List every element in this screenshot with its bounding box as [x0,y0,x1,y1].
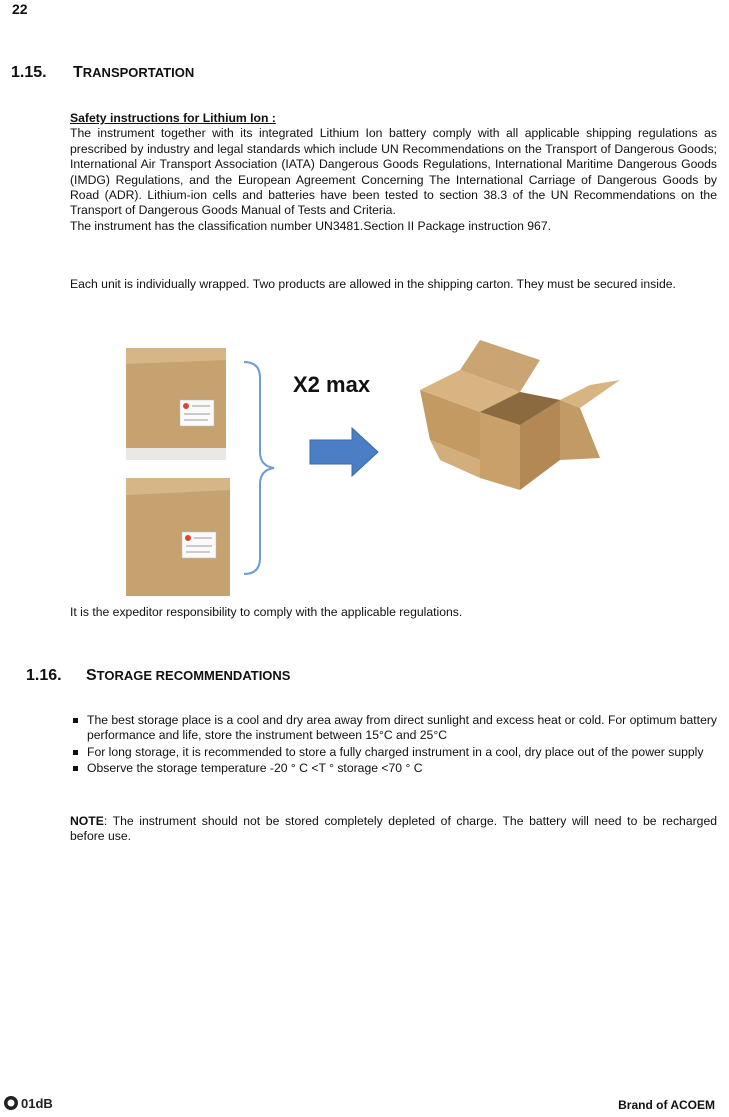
section-title-rest: RANSPORTATION [82,65,195,80]
boxed-unit-photo-bottom [126,478,230,596]
bullet-icon [73,718,78,723]
packing-illustration [120,330,630,598]
logo-mark-icon [3,1094,63,1112]
list-item: Observe the storage temperature -20 ° C <T ° storage <70 ° C [70,761,717,776]
classification-paragraph: The instrument has the classification number UN3481.Section II Package instruction 967. [70,218,551,233]
boxed-unit-photo-top [126,348,226,460]
section-title-rest: TORAGE RECOMMENDATIONS [96,668,291,683]
grouping-bracket [244,362,274,574]
section-number: 1.15. [11,64,47,81]
packing-figure [120,330,630,598]
safety-block [70,111,717,234]
arrow-right-icon [310,428,378,476]
list-item: The best storage place is a cool and dry area away from direct sunlight and excess heat or cold. For optimum battery performance and life, store the instrument between 15°C and 25°C [70,713,717,744]
section-number: 1.16. [26,667,62,684]
storage-bullet-list [70,713,717,778]
note-text: : The instrument should not be stored completely depleted of charge. The battery will need to be recharged before use. [70,814,717,844]
section-title-initial: S [86,667,97,684]
note-label: NOTE [70,814,104,828]
logo-text: 01dB [21,1096,53,1111]
packing-paragraph: Each unit is individually wrapped. Two products are allowed in the shipping carton. They must be secured inside. [70,277,676,291]
page-number: 22 [12,1,28,17]
bullet-icon [73,750,78,755]
company-logo [3,1094,63,1117]
section-heading-transportation [11,64,194,82]
max-count-label: X2 max [293,372,371,397]
safety-paragraph: The instrument together with its integrated Lithium Ion battery comply with all applicable shipping regulations as prescribed by industry and legal standards which include UN Recommendations on the Transport of Dangerous Goods; International Air Transport Association (IATA) Dangerous Goods Regulations, International Maritime Dangerous Goods (IMDG) Regulations, and the European Agreement Concerning The International Carriage of Dangerous Goods by Road (ADR). Lithium-ion cells and batteries have been tested to section 38.3 of the UN Recommendations on the Transport of Dangerous Goods Manual of Tests and Criteria. [70,126,717,218]
bullet-icon [73,766,78,771]
list-item: For long storage, it is recommended to store a fully charged instrument in a cool, dry place out of the power supply [70,745,717,760]
section-title-initial: T [73,64,83,81]
open-carton-image [420,340,620,490]
section-heading-storage [26,667,290,685]
expeditor-paragraph: It is the expeditor responsibility to comply with the applicable regulations. [70,605,463,619]
note-paragraph [70,814,717,845]
safety-subheading: Safety instructions for Lithium Ion : [70,111,276,125]
brand-footer: Brand of ACOEM [618,1098,715,1112]
